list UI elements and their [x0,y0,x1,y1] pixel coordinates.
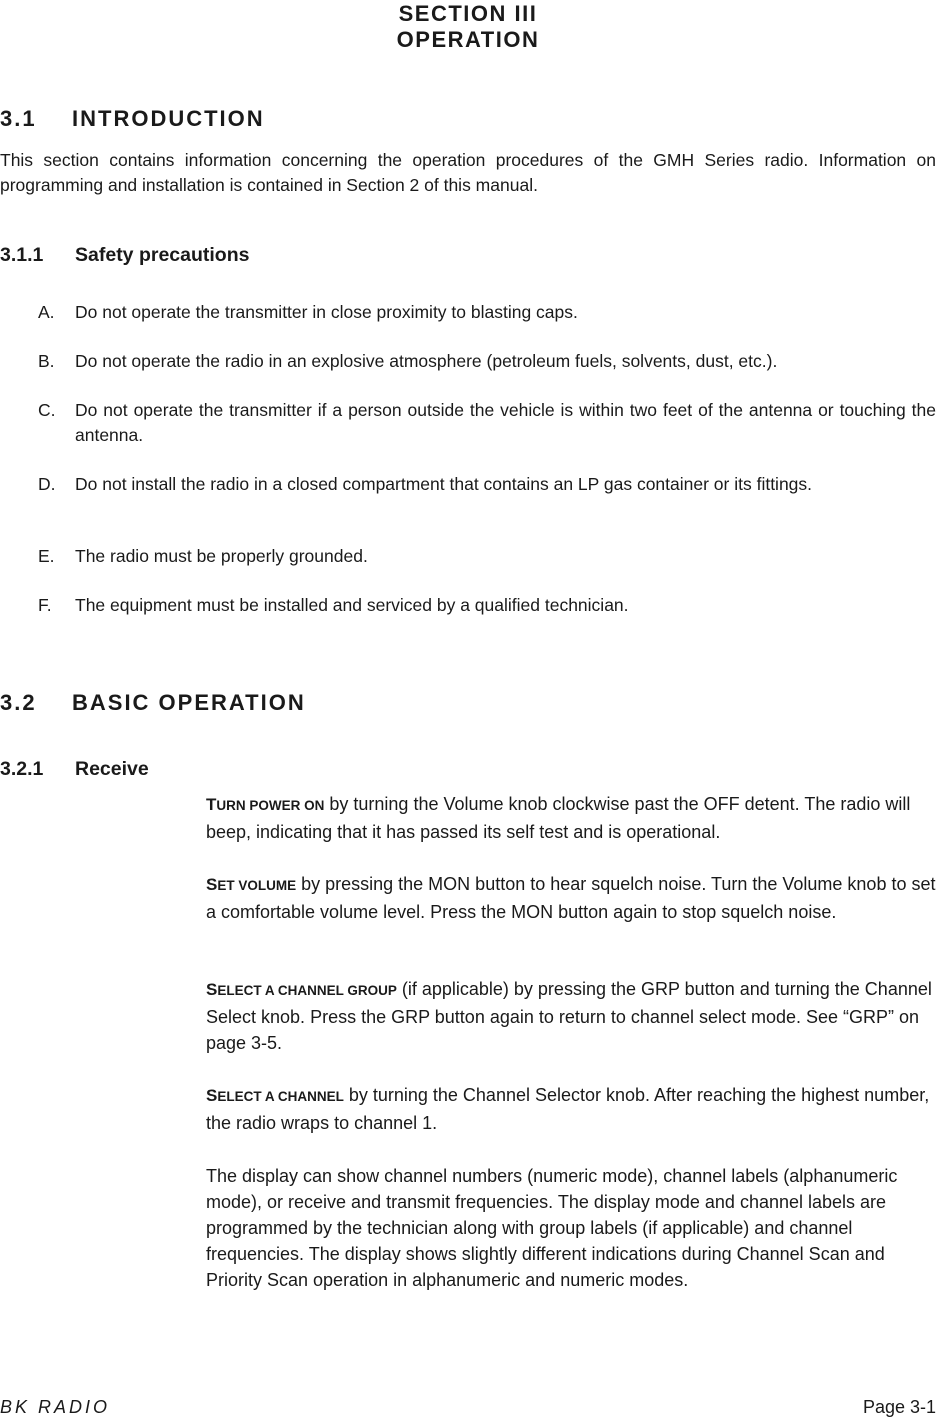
receive-paragraph-volume [206,871,936,925]
safety-item-letter: E. [38,546,55,566]
safety-item-c [38,398,936,447]
lead-initial: S [206,875,218,894]
lead-caps: ELECT A CHANNEL [217,1089,344,1104]
paragraph-text: by turning the Channel Selector knob. After reaching the highest number, the radio wraps to channel 1. [206,1085,930,1133]
receive-paragraph-display [206,1163,936,1293]
safety-item-letter: F. [38,595,52,615]
safety-heading [0,244,249,267]
intro-paragraph: This section contains information concerning the operation procedures of the GMH Series radio. Information on programming and installation is contained in Section 2 of this manual. [0,150,936,195]
safety-item-f [38,593,936,618]
receive-number: 3.2.1 [0,758,44,780]
footer-page-number: Page 3-1 [862,1397,936,1417]
safety-item-letter: D. [38,474,56,494]
safety-item-b [38,349,936,374]
safety-number: 3.1.1 [0,244,44,266]
intro-heading [0,106,265,132]
receive-paragraph-group [206,976,936,1056]
lead-initial: T [206,795,217,814]
footer-brand: BK RADIO [0,1397,111,1417]
intro-number: 3.1 [0,106,37,131]
lead-caps: ELECT A CHANNEL GROUP [217,983,397,998]
safety-title: Safety precautions [75,244,250,266]
paragraph-text: The display can show channel numbers (numeric mode), channel labels (alphanumeric mode), or receive and transmit frequencies. The display mode and channel labels are programmed by the technician along with group labels (if applicable) and channel frequencies. The display shows slightly different indications during Channel Scan and Priority Scan operation in alphanumeric and numeric modes. [206,1166,898,1290]
intro-title: INTRODUCTION [72,106,265,131]
section-label: SECTION III [398,1,538,26]
safety-item-letter: C. [38,400,56,420]
receive-heading [0,758,149,781]
safety-item-text: Do not install the radio in a closed compartment that contains an LP gas container or its fittings. [75,474,813,494]
paragraph-text: (if applicable) by pressing the GRP button and turning the Channel Select knob. Press the GRP button again to return to channel select mode. See “GRP” on page 3-5. [206,979,932,1053]
basic-number: 3.2 [0,690,37,715]
lead-caps: ET VOLUME [217,878,297,893]
safety-item-letter: A. [38,302,55,322]
safety-item-a [38,300,936,325]
safety-item-text: The equipment must be installed and serviced by a qualified technician. [75,595,629,615]
section-name: OPERATION [396,27,540,52]
safety-item-text: Do not operate the transmitter if a person outside the vehicle is within two feet of the antenna or touching the antenna. [75,400,936,445]
lead-initial: S [206,980,218,999]
safety-item-d [38,472,936,497]
safety-item-letter: B. [38,351,55,371]
receive-paragraph-channel [206,1082,936,1136]
receive-title: Receive [75,758,149,780]
safety-item-e [38,544,936,569]
paragraph-text: by pressing the MON button to hear squelch noise. Turn the Volume knob to set a comfortable volume level. Press the MON button again to stop squelch noise. [206,874,936,922]
safety-item-text: The radio must be properly grounded. [75,546,368,566]
safety-item-text: Do not operate the transmitter in close proximity to blasting caps. [75,302,578,322]
receive-paragraph-power [206,791,936,845]
basic-heading [0,690,306,716]
paragraph-text: by turning the Volume knob clockwise past the OFF detent. The radio will beep, indicating that it has passed its self test and is operational. [206,794,911,842]
safety-item-text: Do not operate the radio in an explosive atmosphere (petroleum fuels, solvents, dust, etc.). [75,351,778,371]
basic-title: BASIC OPERATION [72,690,306,715]
lead-initial: S [206,1086,218,1105]
lead-caps: URN POWER ON [216,798,325,813]
